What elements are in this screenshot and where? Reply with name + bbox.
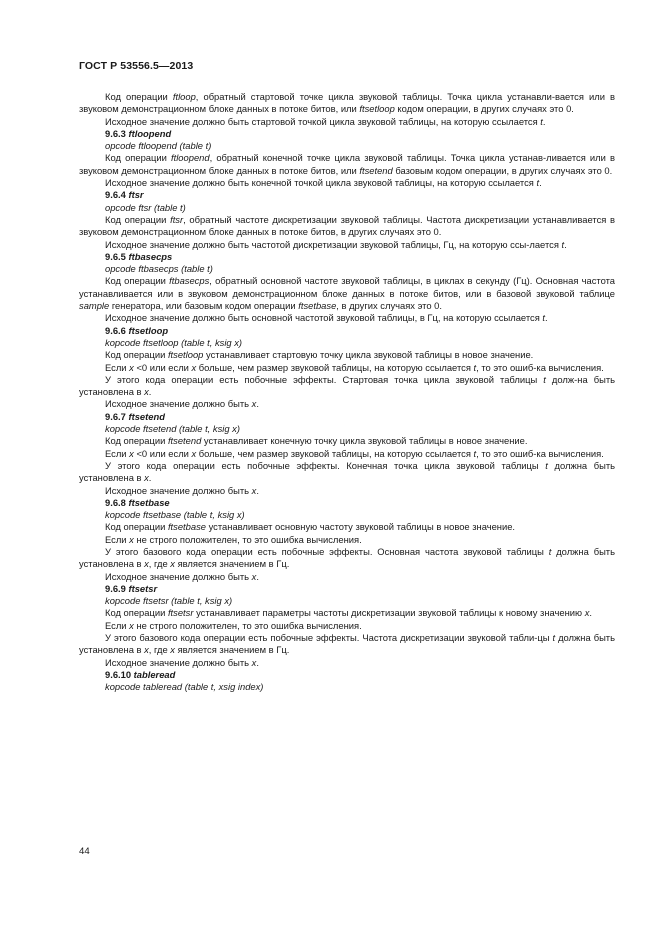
section-number: 9.6.3 xyxy=(105,127,129,139)
body-paragraph: Исходное значение должно быть частотой дискретизации звуковой таблицы, Гц, на которую ссы-лается t. xyxy=(105,238,567,250)
opcode-signature: kopcode ftsetsr (table t, ksig x) xyxy=(105,595,233,607)
body-paragraph: Если x не строго положителен, то это ошибка вычисления. xyxy=(105,619,362,631)
document-header: ГОСТ Р 53556.5—2013 xyxy=(79,60,194,72)
body-paragraph: У этого кода операции есть побочные эффекты. Конечная точка цикла звуковой таблицы t должна быть установлена в x. xyxy=(79,459,616,484)
body-paragraph: Исходное значение должно быть основной частотой звуковой таблицы, в Гц, на которую ссылается t. xyxy=(105,312,548,324)
body-paragraph: Код операции ftloop, обратный стартовой точке цикла звуковой таблицы. Точка цикла устанавли-вается или в звуковом демонстрационном блоке данных в потоке битов, или ftsetloop кодом операции, в других случаях это 0. xyxy=(79,91,615,115)
section-number: 9.6.7 xyxy=(105,410,129,422)
opcode-signature: kopcode ftsetloop (table t, ksig x) xyxy=(105,336,243,348)
opcode-signature: opcode ftsr (table t) xyxy=(105,201,186,213)
section-title: ftsr xyxy=(128,189,144,201)
section-heading xyxy=(79,497,615,509)
body-paragraph: Код операции ftloopend, обратный конечной точке цикла звуковой таблицы. Точка цикла устанав-ливается или в звуковом демонстрационном блоке данных в потоке битов, или ftsetend базовым кодом операции, в других случаях это 0. xyxy=(79,152,615,176)
section-heading xyxy=(79,251,615,263)
body-paragraph: Если x <0 или если x больше, чем размер звуковой таблицы, на которую ссылается t, то это ошиб-ка вычисления. xyxy=(105,361,604,373)
section-title: ftsetbase xyxy=(128,496,170,508)
section-number: 9.6.8 xyxy=(105,496,129,508)
section-title: ftsetloop xyxy=(128,324,169,336)
section-heading xyxy=(79,583,615,595)
section-number: 9.6.6 xyxy=(105,324,129,336)
body-paragraph: Код операции ftsetbase устанавливает основную частоту звуковой таблицы в новое значение. xyxy=(105,521,516,533)
section-heading xyxy=(79,411,615,423)
body-paragraph: У этого базового кода операции есть побочные эффекты. Основная частота звуковой таблицы t должна быть установлена в x, где x является значением в Гц. xyxy=(79,545,615,570)
body-paragraph: Исходное значение должно быть x. xyxy=(105,570,259,582)
document-body xyxy=(79,91,615,694)
body-paragraph: Код операции ftsetsr устанавливает параметры частоты дискретизации звуковой таблицы к новому значению x. xyxy=(105,607,592,619)
opcode-signature: opcode ftloopend (table t) xyxy=(105,140,212,152)
page-number: 44 xyxy=(79,846,90,857)
section-number: 9.6.10 xyxy=(105,668,134,680)
body-paragraph: У этого кода операции есть побочные эффекты. Стартовая точка цикла звуковой таблицы t долж-на быть установлена в x. xyxy=(79,373,616,398)
body-paragraph: Исходное значение должно быть x. xyxy=(105,484,259,496)
opcode-signature: kopcode tableread (table t, xsig index) xyxy=(105,681,264,693)
opcode-signature: opcode ftbasecps (table t) xyxy=(105,263,213,275)
body-paragraph: Исходное значение должно быть стартовой точкой цикла звуковой таблицы, на которую ссылается t. xyxy=(105,115,546,127)
body-paragraph: Код операции ftsetend устанавливает конечную точку цикла звуковой таблицы в новое значение. xyxy=(105,435,528,447)
section-heading xyxy=(79,189,615,201)
body-paragraph: Если x не строго положителен, то это ошибка вычисления. xyxy=(105,533,362,545)
opcode-signature: kopcode ftsetbase (table t, ksig x) xyxy=(105,509,245,521)
opcode-signature: kopcode ftsetend (table t, ksig x) xyxy=(105,423,240,435)
section-number: 9.6.5 xyxy=(105,250,129,262)
body-paragraph: Код операции ftbasecps, обратный основной частоте звуковой таблицы, в циклах в секунду (Гц). Основная частота устанавливается или в звуковом демонстрационном блоке данных в потоке битов, или в базовой звуковой таблице sample генератора, или базовым кодом операции ftsetbase, в других случаях это 0. xyxy=(79,275,615,312)
body-paragraph: Код операции ftsetloop устанавливает стартовую точку цикла звуковой таблицы в новое значение. xyxy=(105,349,534,361)
section-title: ftloopend xyxy=(128,127,172,139)
body-paragraph: Исходное значение должно быть x. xyxy=(105,398,259,410)
section-heading xyxy=(79,325,615,337)
body-paragraph: Если x <0 или если x больше, чем размер звуковой таблицы, на которую ссылается t, то это ошиб-ка вычисления. xyxy=(105,447,604,459)
section-title: tableread xyxy=(133,668,176,680)
body-paragraph: Исходное значение должно быть конечной точкой цикла звуковой таблицы, на которую ссылается t. xyxy=(105,177,542,189)
body-paragraph: Исходное значение должно быть x. xyxy=(105,656,259,668)
section-title: ftsetsr xyxy=(128,582,158,594)
section-number: 9.6.4 xyxy=(105,189,129,201)
section-title: ftsetend xyxy=(128,410,165,422)
section-heading xyxy=(79,669,615,681)
section-heading xyxy=(79,128,615,140)
section-number: 9.6.9 xyxy=(105,582,129,594)
body-paragraph: У этого базового кода операции есть побочные эффекты. Частота дискретизации звуковой табли-цы t должна быть установлена в x, где x является значением в Гц. xyxy=(79,632,615,656)
body-paragraph: Код операции ftsr, обратный частоте дискретизации звуковой таблицы. Частота дискретизации устанавливается в звуковом демонстрационном блоке данных в потоке битов, в других случаях это 0. xyxy=(79,213,615,238)
section-title: ftbasecps xyxy=(128,250,173,262)
